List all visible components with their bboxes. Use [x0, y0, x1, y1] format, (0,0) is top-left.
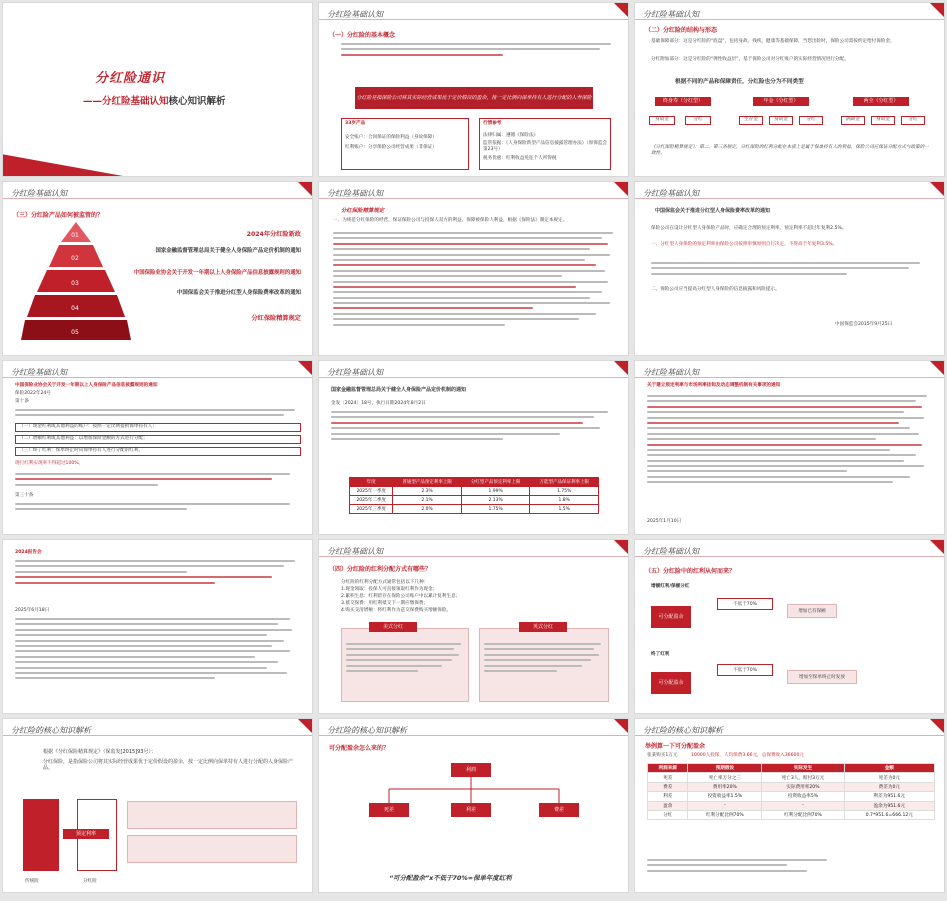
slide-header: 分红险基础认知 — [327, 10, 383, 19]
doc-title: 国家金融监督管理总局关于健全人身保险产品定价机制的通知 — [331, 387, 467, 393]
section-title: （四）分红险的红利分配方式有哪些？ — [329, 566, 432, 573]
corner-mark — [614, 3, 628, 17]
option-4: 4.购买交清增额：将红利作为趸交保费购买增额保险。 — [341, 608, 452, 613]
divider — [3, 735, 312, 736]
slide-dividend-source[interactable] — [634, 539, 945, 714]
flow-box: 增加至保单终止时发放 — [787, 670, 857, 684]
intro: 分红险的红利分配方式通常包括以下几种： — [341, 580, 429, 585]
regulation-3: 中国保险业协会关于开发一年期以上人身保险产品信息披露规则的通知 — [133, 270, 301, 276]
quote-banner: 分红险是指保险公司将其实际经营成果优于定价假设的盈余，按一定比例向保单持有人进行分配的人寿保险产品 — [355, 87, 593, 109]
slide-header: 分红险基础认知 — [11, 189, 67, 198]
corner-mark — [614, 540, 628, 554]
slide-comparison[interactable] — [2, 718, 313, 893]
category-2-item: 生存金 — [739, 116, 763, 125]
slide-disclosure[interactable] — [2, 360, 313, 535]
paragraph-3: 二、保险公司应当提高分红型人身保险的信息披露和风险提示。 — [651, 287, 780, 292]
node-interest: 利差 — [451, 803, 491, 817]
doc-intro: 一、为规范分红保险的经营，保证保险公司与投保人双方的利益，保障被保险人利益，根据《保险法》制定本规定。 — [333, 218, 568, 223]
slide-header: 分红险基础认知 — [327, 547, 383, 556]
source-box: 可分配盈余 — [651, 672, 691, 694]
table-row: 盈余 - - 盈余为951.6元 — [648, 801, 935, 810]
divider — [635, 19, 944, 20]
section-title: 可分配盈余怎么来的？ — [329, 745, 390, 752]
definition: 分红保险，是指保险公司将其实际经营成果优于定价假设的盈余，按一定比例向保单持有人进行分配的人身保险产品。 — [43, 759, 294, 772]
table-row: 死差 死亡率万分之三 死亡3人，赔付3万元 死差为0元 — [648, 773, 935, 782]
doc-date: 2025年1月10日 — [647, 519, 682, 524]
right-card-title: 行情参考 — [483, 121, 502, 126]
corner-mark — [930, 540, 944, 554]
divider — [319, 198, 628, 199]
slide-header: 分红险基础认知 — [327, 189, 383, 198]
logo: 万一网 — [9, 163, 28, 170]
flow-box: 不低于70% — [717, 598, 773, 610]
corner-mark — [614, 361, 628, 375]
slide-header: 分红险基础认知 — [643, 10, 699, 19]
british-tag: 英式分红 — [519, 622, 567, 632]
section-title: （二）分红险的结构与形态 — [645, 27, 718, 34]
level-label: 03 — [71, 280, 79, 287]
footnote: 《分红保险精算规定》：第二、第三条规定，分红保险的红利分配在本质上是属于保单持有人的利益，保险公司应保证分配方式与政策的一致性。 — [651, 145, 929, 157]
doc-body — [15, 409, 301, 420]
divider — [3, 198, 312, 199]
divider — [635, 556, 944, 557]
article-2: 第三十条 — [15, 493, 34, 498]
doc-date: 2025年6月18日 — [15, 608, 50, 613]
left-card-title: 33岁产品 — [345, 121, 366, 126]
slide-rate-reform[interactable] — [634, 181, 945, 356]
slide-dynamic[interactable] — [634, 360, 945, 535]
flow-box: 不低于70% — [717, 664, 773, 676]
slide-header: 分红险基础认知 — [643, 547, 699, 556]
slide-header: 分红险基础认知 — [327, 368, 383, 377]
corner-mark — [298, 182, 312, 196]
british-card — [479, 628, 609, 702]
doc-title: 关于建立预定利率与市场利率挂钩及动态调整机制有关事项的通知 — [647, 383, 781, 388]
slide-concept[interactable] — [318, 2, 629, 177]
corner-mark — [930, 719, 944, 733]
slide-header: 分红险的核心知识解析 — [327, 726, 407, 735]
corner-mark — [298, 719, 312, 733]
doc-body — [15, 618, 301, 683]
american-card — [341, 628, 469, 702]
explain-card — [127, 801, 297, 829]
divider — [3, 377, 312, 378]
slide-dividend-methods[interactable] — [318, 539, 629, 714]
doc-body — [651, 262, 931, 278]
section-title: （三）分红险产品如何被监管的？ — [13, 212, 104, 219]
article: 第十条 — [15, 399, 29, 404]
category-1-item: 身故金 — [649, 116, 675, 125]
doc-body — [15, 473, 301, 489]
doc-code: 保险2022年24号 — [15, 391, 51, 396]
left-card-line2: 红利账户：分享保险公司经营成果（非保证） — [345, 145, 437, 150]
bullet-1: 基础保障部分：这是分红险的“底盘”，包括身故、残疾、健康等基础保障，当您出险时，保险公司需按约定给付保险金。 — [651, 39, 895, 44]
tag-1: 增额红利/保额分红 — [651, 584, 690, 589]
slide-pricing[interactable] — [318, 360, 629, 535]
regulation-2: 国家金融监督管理总局关于健全人身保险产品定价机制的通知 — [155, 248, 301, 254]
table-row: 利差 投资收益率1.5% 投资收益率5% 利差为951.6元 — [648, 792, 935, 801]
slide-header: 分红险基础认知 — [643, 189, 699, 198]
right-card-line3: 税务优惠：红利收益免征个人所得税 — [483, 156, 557, 161]
doc-title: 分红保险精算规定 — [341, 208, 385, 214]
slide-structure[interactable] — [634, 2, 945, 177]
example-note-2: 10000人投保，人均保费3.66元，总保费收入36600元 — [691, 753, 804, 758]
regulation-1: 2024年分红险新政 — [246, 231, 301, 238]
doc-body — [15, 503, 301, 514]
tag-2: 终了红利 — [651, 652, 670, 657]
category-2-item: 身故金 — [769, 116, 793, 125]
divider — [635, 198, 944, 199]
bar-label: 分红险 — [83, 879, 97, 884]
left-card-line1: 安全账户：合同保证的保险利益（身故保障） — [345, 135, 437, 140]
slide-report[interactable] — [2, 539, 313, 714]
level-label: 01 — [71, 232, 79, 239]
doc-date: 中国保监会2015年9月25日 — [835, 322, 893, 327]
category-1-item: 分红 — [685, 116, 711, 125]
paragraph-2: 一、分红型人身保险的预定利率由保险公司按照审慎原则自行决定，不得高于年复利3.5%。 — [651, 242, 838, 247]
rule-item-1: （一）现金红利或其他利益的账户：按照一定比例提供保单持有人； — [15, 423, 301, 432]
corner-mark — [298, 361, 312, 375]
category-3-item: 分红 — [901, 116, 925, 125]
types-heading: 根据不同的产品和保障责任，分红险也分为不同类型 — [675, 79, 804, 85]
cover-title: 分红险通识 — [95, 71, 166, 86]
category-3-item: 满期金 — [841, 116, 865, 125]
right-card — [479, 118, 611, 170]
table-row: 2025年二季度 2.1% 2.13% 1.8% — [350, 496, 599, 505]
table-row: 分红 红利分配比例70% 红利分配比例70% 0.7*951.6=666.12元 — [648, 810, 935, 819]
american-tag: 美式分红 — [369, 622, 417, 632]
table-row: 2025年一季度 2.3% 1.99% 1.75% — [350, 487, 599, 496]
slide-surplus-source[interactable] — [318, 718, 629, 893]
option-3: 3.抵交保费：用红利抵交下一期应缴保费； — [341, 601, 429, 606]
pyramid-chart — [21, 222, 131, 342]
divider — [635, 735, 944, 736]
cover-subtitle-a: ——分红险基础认知 — [83, 96, 169, 107]
doc-title: 2024报告会 — [15, 550, 42, 555]
level-label: 02 — [71, 255, 79, 262]
slide-header: 分红险基础认知 — [11, 368, 67, 377]
doc-title: 中国保险业协会关于开发一年期以上人身保险产品信息披露规则的通知 — [15, 383, 158, 388]
node-expense: 费差 — [539, 803, 579, 817]
section-title: （五）分红险中的红利从何而来？ — [645, 568, 736, 575]
regulation-5: 分红保险精算规定 — [251, 315, 301, 322]
slide-regulation[interactable] — [2, 181, 313, 356]
table-row: 2025年三季度 2.0% 1.75% 1.5% — [350, 505, 599, 514]
doc-number: 金发〔2024〕18号，执行日期2024年8月2日 — [331, 401, 426, 406]
slide-example[interactable] — [634, 718, 945, 893]
corner-mark — [614, 182, 628, 196]
doc-title: 中国保监会关于推进分红型人身保险费率改革的通知 — [655, 208, 771, 214]
category-3: 两全（分红型） — [853, 97, 909, 106]
slide-header: 分红险的核心知识解析 — [11, 726, 91, 735]
rule-note: 现行红利实现率不得超过100%。 — [15, 461, 84, 466]
cover-subtitle — [83, 93, 226, 107]
category-3-item: 身故金 — [871, 116, 895, 125]
rule-item-3: （三）终了红利：保单终止时向保单持有人进行分配的红利。 — [15, 447, 301, 456]
slide-cover[interactable] — [2, 2, 313, 177]
root-node: 利润 — [451, 763, 491, 777]
right-card-line1: 法律归属：遵循《保险法》 — [483, 133, 539, 138]
table-row: 费差 费用率20% 实际费用率20% 费差为0元 — [648, 782, 935, 791]
corner-mark — [930, 361, 944, 375]
quote-source: 根据《分红保险精算规定》（保监发[2015]93号）： — [43, 749, 156, 755]
rate-tag: 预定利率 — [63, 829, 109, 839]
formula: “可分配盈余”x不低于70%=保单年度红利 — [389, 874, 512, 882]
doc-body — [15, 560, 301, 587]
slide-header: 分红险基础认知 — [643, 368, 699, 377]
divider — [319, 377, 628, 378]
corner-mark — [930, 3, 944, 17]
example-table: 利润来源 预期假设 实际发生 金额 死差 死亡率万分之三 死亡3人，赔付3万元 死差为0元 费差 费用率20% 实际费用率20% 费差为0元 利差 投资收益率1.5% 投资收益率5% 利差为951.6元 盈余 - - 盈余为951.6元 分红 红利分配比例70% 红利分配比例70% 0.7*951.6=666.12元 — [647, 763, 935, 820]
source-box: 可分配盈余 — [651, 606, 691, 628]
corner-mark — [930, 182, 944, 196]
section-title: （一）分红险的基本概念 — [329, 32, 396, 39]
slide-header: 分红险的核心知识解析 — [643, 726, 723, 735]
rate-table: 年度 普通型产品预定利率上限 分红型产品预定利率上限 万能型产品保证利率上限 2025年一季度 2.3% 1.99% 1.75% 2025年二季度 2.1% 2.13% 1.8% 2025年三季度 2.0% 1.75% 1.5% — [349, 477, 599, 514]
doc-body — [331, 411, 617, 443]
bar-label: 传统险 — [25, 879, 39, 884]
explain-card — [127, 835, 297, 863]
regulation-4: 中国保监会关于推进分红型人身保险费率改革的通知 — [177, 290, 301, 296]
rule-item-2: （二）增额红利或其他利益：以增加保险金额的方式进行分配； — [15, 435, 301, 444]
section-title: 举例算一下可分配盈余 — [645, 743, 706, 750]
option-2: 2.累积生息：红利留存在保险公司账户中以累计复利生息； — [341, 594, 461, 599]
bullet-2: 分红附加部分：这是分红险的“弹性收益层”，基于保险公司对分红账户的实际经营情况进行分配。 — [651, 57, 849, 62]
left-card — [341, 118, 469, 170]
level-label: 05 — [71, 329, 79, 336]
category-2-item: 分红 — [799, 116, 823, 125]
cover-subtitle-b: 核心知识解析 — [168, 96, 226, 107]
divider — [319, 556, 628, 557]
flow-box: 增加已有保额 — [787, 604, 837, 618]
doc-body — [647, 395, 933, 487]
slide-actuarial[interactable] — [318, 181, 629, 356]
footnote-lines — [647, 859, 847, 875]
node-mortality: 死差 — [369, 803, 409, 817]
divider — [635, 377, 944, 378]
level-label: 04 — [71, 305, 79, 312]
right-card-line2: 监管依据：《人身保险新型产品信息披露管理办法》（原保监会第23号） — [483, 141, 608, 153]
divider — [319, 19, 628, 20]
paragraph-1: 保险公司在设计分红型人身保险产品时，应确定合理的预定利率，预定利率不超过年复利2.5%。 — [651, 226, 847, 231]
cover-red-shape — [3, 140, 123, 176]
traditional-bar — [23, 799, 59, 871]
text-block — [341, 43, 611, 59]
category-1: 终身寿（分红型） — [655, 97, 711, 106]
option-1: 1.现金领取：投保人可直接领取红利作为现金； — [341, 587, 438, 592]
example-note-1: 张某购买1万元 — [647, 753, 678, 758]
category-2: 年金（分红型） — [753, 97, 809, 106]
doc-body — [333, 232, 619, 329]
